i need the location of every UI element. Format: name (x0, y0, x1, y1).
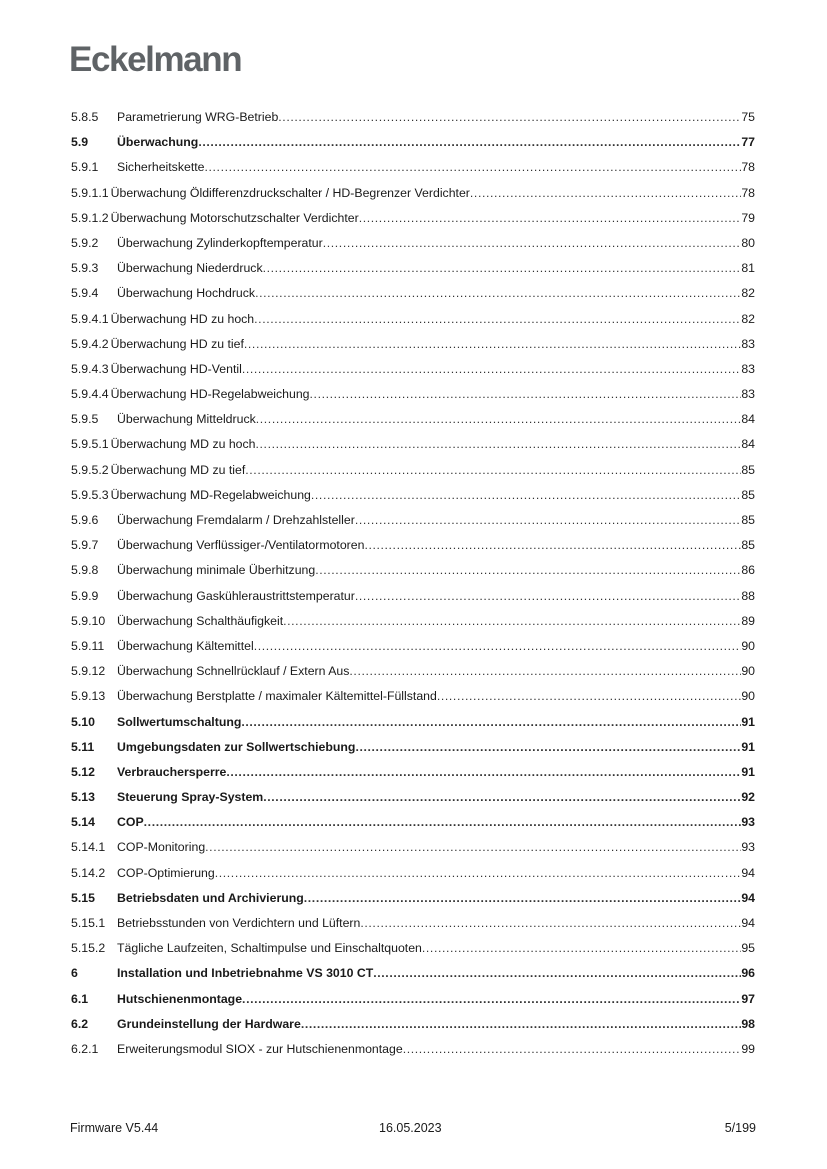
toc-entry-number: 6 (71, 966, 78, 981)
toc-entry-page: 93 (741, 815, 755, 830)
toc-entry-number: 5.9.1 (71, 160, 99, 175)
toc-entry-page: 78 (741, 160, 755, 175)
dot-leader (349, 661, 741, 681)
toc-entry-page: 89 (741, 613, 755, 628)
dot-leader (470, 183, 741, 203)
dot-leader (278, 107, 741, 127)
toc-entry[interactable] (71, 510, 755, 535)
footer-firmware-version: Firmware V5.44 (70, 1121, 159, 1135)
toc-entry-number: 5.9.13 (71, 689, 106, 704)
toc-entry[interactable] (71, 837, 755, 862)
toc-entry-page: 81 (741, 261, 755, 276)
toc-entry-title: Überwachung Zylinderkopftemperatur (117, 235, 323, 250)
toc-entry-number: 5.14.1 (71, 840, 106, 855)
toc-entry-page: 83 (741, 336, 755, 351)
toc-entry-number: 5.9.5.1 (71, 437, 109, 452)
dot-leader (242, 989, 741, 1009)
dot-leader (254, 636, 742, 656)
toc-entry-number: 5.9.8 (71, 563, 99, 578)
toc-entry[interactable] (71, 1039, 755, 1064)
toc-entry-title: Grundeinstellung der Hardware (117, 1016, 301, 1031)
dot-leader (355, 737, 741, 757)
toc-entry-page: 96 (741, 966, 755, 981)
toc-entry-number: 5.9.5.2 (71, 462, 109, 477)
dot-leader (360, 913, 741, 933)
toc-entry-page: 80 (741, 235, 755, 250)
dot-leader (205, 157, 742, 177)
dot-leader (403, 1039, 742, 1059)
toc-entry-number: 6.1 (71, 991, 89, 1006)
toc-entry-page: 90 (741, 689, 755, 704)
toc-entry-number: 5.9.4 (71, 286, 99, 301)
toc-entry[interactable] (71, 258, 755, 283)
toc-entry-page: 94 (741, 916, 755, 930)
toc-entry[interactable] (71, 409, 755, 434)
toc-entry-page: 77 (741, 135, 755, 150)
toc-entry-title: Überwachung Mitteldruck (117, 412, 256, 427)
toc-entry-title: Überwachung (117, 135, 199, 150)
toc-entry-title: COP-Optimierung (117, 865, 215, 880)
dot-leader (263, 258, 742, 278)
toc-entry-number: 5.9.10 (71, 613, 106, 628)
toc-entry-number: 5.9.4.2 (71, 336, 109, 351)
dot-leader (310, 384, 742, 404)
toc-entry-number: 6.2.1 (71, 1041, 99, 1056)
toc-entry-number: 5.9.4.1 (71, 311, 109, 326)
toc-entry-title: Überwachung Öldifferenzdruckschalter / HD-Begrenzer Verdichter (110, 185, 470, 200)
toc-entry-title: Betriebsstunden von Verdichtern und Lüftern (117, 916, 361, 930)
dot-leader (304, 888, 742, 908)
toc-entry-title: Überwachung Fremdalarm / Drehzahlsteller (117, 513, 355, 527)
toc-entry-title: Überwachung MD-Regelabweichung (110, 487, 311, 502)
dot-leader (323, 233, 742, 253)
toc-entry-number: 5.9.2 (71, 235, 99, 250)
toc-entry[interactable] (71, 762, 755, 787)
toc-entry-title: Überwachung HD-Ventil (110, 361, 242, 376)
toc-entry[interactable] (71, 586, 755, 611)
toc-entry[interactable] (71, 208, 755, 233)
toc-entry[interactable] (71, 535, 755, 560)
toc-entry-number: 6.2 (71, 1016, 89, 1031)
toc-entry-title: Sollwertumschaltung (117, 714, 242, 729)
toc-entry[interactable] (71, 1014, 755, 1039)
toc-entry-number: 5.10 (71, 714, 95, 729)
toc-entry-page: 90 (741, 638, 755, 653)
toc-entry-page: 95 (741, 941, 755, 956)
toc-entry-page: 91 (741, 739, 755, 754)
toc-entry-page: 90 (741, 664, 755, 679)
toc-entry-page: 78 (741, 185, 755, 200)
dot-leader (255, 283, 741, 303)
toc-entry-number: 5.13 (71, 790, 95, 805)
toc-entry-title: Überwachung Berstplatte / maximaler Kältemittel-Füllstand (117, 689, 437, 704)
toc-entry-title: Verbrauchersperre (117, 764, 227, 779)
toc-entry-number: 5.9.7 (71, 538, 99, 553)
toc-entry-page: 94 (741, 865, 755, 880)
toc-entry-page: 85 (741, 513, 755, 527)
dot-leader (245, 460, 741, 480)
dot-leader (373, 963, 741, 983)
toc-entry[interactable] (71, 812, 755, 837)
toc-entry[interactable] (71, 737, 755, 762)
toc-entry-page: 91 (741, 764, 755, 779)
toc-entry-page: 83 (741, 361, 755, 376)
toc-entry-title: Hutschienenmontage (117, 991, 243, 1006)
toc-entry[interactable] (71, 384, 755, 409)
toc-entry[interactable] (71, 787, 755, 812)
toc-entry-title: COP (117, 815, 144, 830)
toc-entry-page: 88 (741, 588, 755, 603)
toc-entry[interactable] (71, 107, 755, 132)
dot-leader (256, 409, 742, 429)
toc-entry[interactable] (71, 686, 755, 711)
toc-entry-page: 75 (741, 110, 755, 124)
toc-entry[interactable] (71, 485, 755, 510)
toc-entry-number: 5.9.11 (71, 638, 105, 653)
toc-entry-page: 91 (741, 714, 755, 729)
toc-entry-title: Installation und Inbetriebnahme VS 3010 CT (117, 966, 374, 981)
dot-leader (301, 1014, 742, 1034)
toc-entry-number: 5.9.5.3 (71, 487, 109, 502)
toc-entry-title: Überwachung HD zu hoch (110, 311, 255, 326)
toc-entry[interactable] (71, 157, 755, 182)
toc-entry-page: 82 (741, 286, 755, 301)
toc-entry[interactable] (71, 233, 755, 258)
toc-entry-page: 99 (741, 1041, 755, 1056)
toc-entry[interactable] (71, 460, 755, 485)
toc-entry-number: 5.9.1.1 (71, 185, 109, 200)
toc-entry[interactable] (71, 183, 755, 208)
toc-entry-number: 5.15.2 (71, 941, 106, 956)
toc-entry-page: 84 (741, 412, 755, 427)
dot-leader (241, 712, 741, 732)
toc-entry-number: 5.9.1.2 (71, 210, 109, 225)
toc-entry-page: 84 (741, 437, 755, 452)
dot-leader (263, 787, 741, 807)
footer-date: 16.05.2023 (379, 1121, 442, 1135)
toc-entry-page: 94 (741, 890, 755, 905)
toc-entry[interactable] (71, 913, 755, 938)
dot-leader (205, 837, 741, 857)
toc-entry-title: Überwachung Motorschutzschalter Verdichter (110, 210, 359, 225)
toc-entry-title: Steuerung Spray-System (117, 790, 264, 805)
company-logo: Eckelmann (69, 40, 242, 79)
toc-entry-number: 5.15.1 (71, 916, 106, 930)
toc-entry-page: 85 (741, 538, 755, 553)
toc-entry[interactable] (71, 132, 755, 157)
dot-leader (226, 762, 741, 782)
toc-entry-number: 5.9.4.3 (71, 361, 109, 376)
toc-entry-title: Überwachung Niederdruck (117, 261, 263, 276)
toc-entry-number: 5.9 (71, 135, 89, 150)
toc-entry-title: Überwachung Verflüssiger-/Ventilatormotoren (117, 538, 365, 553)
dot-leader (422, 938, 741, 958)
toc-entry-title: COP-Monitoring (117, 840, 206, 855)
toc-entry-title: Umgebungsdaten zur Sollwertschiebung (117, 739, 356, 754)
toc-entry-title: Überwachung Gaskühleraustrittstemperatur (117, 588, 355, 603)
toc-entry-title: Sicherheitskette (117, 160, 205, 175)
toc-entry-title: Überwachung minimale Überhitzung (117, 563, 316, 578)
toc-entry-page: 97 (741, 991, 755, 1006)
dot-leader (364, 535, 741, 555)
toc-entry-page: 86 (741, 563, 755, 578)
toc-entry-title: Überwachung MD zu hoch (110, 437, 256, 452)
toc-entry-page: 98 (741, 1016, 755, 1031)
toc-entry-page: 85 (741, 487, 755, 502)
toc-entry[interactable] (71, 309, 755, 334)
toc-entry[interactable] (71, 434, 755, 459)
toc-entry[interactable] (71, 863, 755, 888)
toc-entry-number: 5.15 (71, 890, 95, 905)
toc-entry-number: 5.11 (71, 739, 95, 754)
dot-leader (437, 686, 741, 706)
toc-entry-title: Tägliche Laufzeiten, Schaltimpulse und Einschaltquoten (117, 941, 422, 956)
toc-entry-page: 85 (741, 462, 755, 477)
toc-entry-number: 5.14 (71, 815, 95, 830)
table-of-contents (71, 107, 755, 1064)
dot-leader (215, 863, 742, 883)
toc-entry[interactable] (71, 712, 755, 737)
dot-leader (242, 359, 741, 379)
toc-entry-number: 5.9.3 (71, 261, 99, 276)
toc-entry-number: 5.12 (71, 764, 95, 779)
toc-entry-page: 82 (741, 311, 755, 326)
toc-entry-number: 5.9.9 (71, 588, 99, 603)
dot-leader (355, 586, 741, 606)
toc-entry[interactable] (71, 989, 755, 1014)
dot-leader (144, 812, 742, 832)
toc-entry-title: Betriebsdaten und Archivierung (117, 890, 304, 905)
dot-leader (355, 510, 741, 530)
toc-entry-title: Überwachung MD zu tief (110, 462, 246, 477)
toc-entry-number: 5.9.5 (71, 412, 99, 427)
toc-entry[interactable] (71, 359, 755, 384)
toc-entry-title: Überwachung Schalthäufigkeit (117, 613, 284, 628)
toc-entry[interactable] (71, 636, 755, 661)
toc-entry-page: 83 (741, 387, 755, 402)
toc-entry-title: Überwachung Kältemittel (117, 638, 254, 653)
toc-entry[interactable] (71, 963, 755, 988)
toc-entry-number: 5.9.6 (71, 513, 99, 527)
dot-leader (359, 208, 742, 228)
toc-entry-page: 79 (741, 210, 755, 225)
toc-entry[interactable] (71, 661, 755, 686)
dot-leader (198, 132, 741, 152)
toc-entry-number: 5.9.4.4 (71, 387, 109, 402)
dot-leader (311, 485, 741, 505)
dot-leader (256, 434, 742, 454)
toc-entry-page: 92 (741, 790, 755, 805)
toc-entry-page: 93 (741, 840, 755, 855)
dot-leader (244, 334, 741, 354)
dot-leader (254, 309, 741, 329)
toc-entry[interactable] (71, 611, 755, 636)
toc-entry-title: Erweiterungsmodul SIOX - zur Hutschienenmontage (117, 1041, 403, 1056)
toc-entry-title: Überwachung HD zu tief (110, 336, 244, 351)
toc-entry-number: 5.14.2 (71, 865, 106, 880)
toc-entry[interactable] (71, 334, 755, 359)
toc-entry-title: Überwachung Schnellrücklauf / Extern Aus (117, 664, 350, 679)
toc-entry[interactable] (71, 938, 755, 963)
toc-entry-number: 5.9.12 (71, 664, 106, 679)
toc-entry-title: Überwachung HD-Regelabweichung (110, 387, 310, 402)
dot-leader (283, 611, 741, 631)
toc-entry-title: Parametrierung WRG-Betrieb (117, 110, 279, 124)
toc-entry-title: Überwachung Hochdruck (117, 286, 256, 301)
toc-entry[interactable] (71, 283, 755, 308)
toc-entry[interactable] (71, 560, 755, 585)
toc-entry-number: 5.8.5 (71, 110, 99, 124)
toc-entry[interactable] (71, 888, 755, 913)
dot-leader (315, 560, 741, 580)
footer-page-number: 5/199 (724, 1121, 756, 1135)
